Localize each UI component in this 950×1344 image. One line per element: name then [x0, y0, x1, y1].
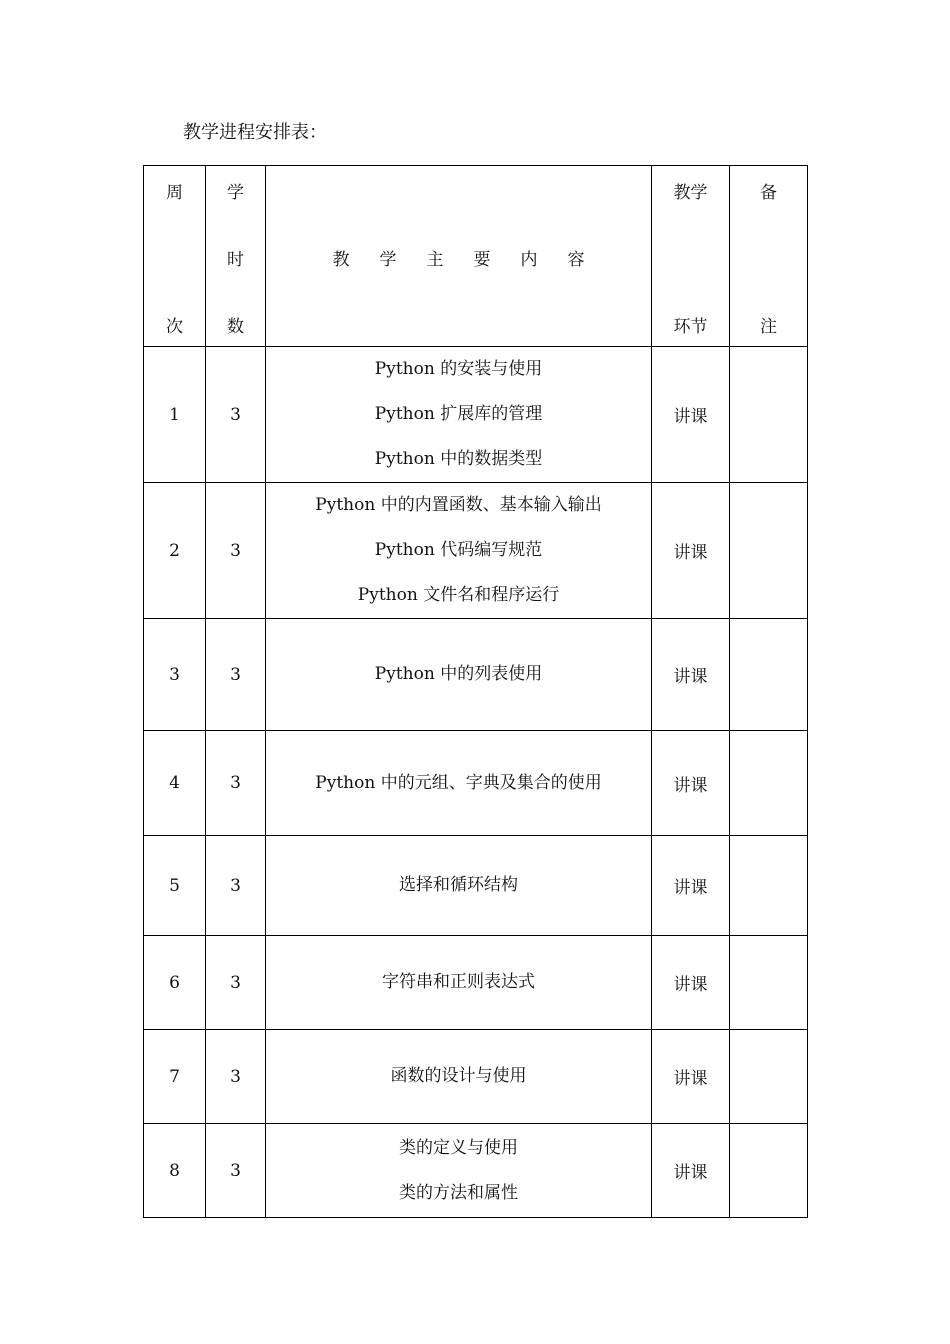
header-remark	[730, 166, 808, 347]
hours-cell: 3	[206, 731, 266, 836]
hours-cell: 3	[206, 836, 266, 936]
content-line: 函数的设计与使用	[390, 1066, 527, 1086]
remark-cell	[730, 836, 808, 936]
content-line: Python 中的数据类型	[374, 449, 543, 469]
hours-cell: 3	[206, 936, 266, 1030]
week-cell: 8	[144, 1124, 206, 1218]
segment-cell: 讲课	[652, 936, 730, 1030]
table-row	[144, 1124, 808, 1218]
header-segment	[652, 166, 730, 347]
segment-cell: 讲课	[652, 619, 730, 731]
table-row	[144, 483, 808, 619]
segment-cell: 讲课	[652, 836, 730, 936]
table-row	[144, 347, 808, 483]
content-line: 选择和循环结构	[399, 875, 518, 895]
content-cell	[266, 619, 652, 731]
hours-cell: 3	[206, 1030, 266, 1124]
week-cell: 4	[144, 731, 206, 836]
remark-cell	[730, 619, 808, 731]
content-line: Python 中的列表使用	[374, 664, 543, 684]
week-cell: 1	[144, 347, 206, 483]
header-week-bottom: 次	[166, 317, 183, 337]
content-line: Python 扩展库的管理	[374, 404, 543, 424]
content-cell	[266, 483, 652, 619]
header-week-top: 周	[166, 183, 183, 203]
content-cell	[266, 347, 652, 483]
content-line: Python 的安装与使用	[374, 359, 543, 379]
remark-cell	[730, 731, 808, 836]
header-hours	[206, 166, 266, 347]
remark-cell	[730, 936, 808, 1030]
content-line: Python 文件名和程序运行	[357, 585, 560, 605]
segment-cell: 讲课	[652, 1124, 730, 1218]
content-line: Python 中的内置函数、基本输入输出	[315, 495, 602, 515]
week-cell: 5	[144, 836, 206, 936]
content-line: 字符串和正则表达式	[382, 972, 535, 992]
segment-cell: 讲课	[652, 347, 730, 483]
header-row	[144, 166, 808, 347]
teaching-schedule-table	[143, 165, 808, 1218]
header-week	[144, 166, 206, 347]
remark-cell	[730, 1030, 808, 1124]
document-title: 教学进程安排表：	[183, 122, 327, 143]
remark-cell	[730, 1124, 808, 1218]
header-segment-bottom: 环节	[673, 317, 708, 337]
content-cell	[266, 1030, 652, 1124]
content-line: 类的定义与使用	[399, 1137, 518, 1158]
hours-cell: 3	[206, 347, 266, 483]
week-cell: 7	[144, 1030, 206, 1124]
table-row	[144, 619, 808, 731]
header-content	[266, 166, 652, 347]
table-row	[144, 731, 808, 836]
hours-cell: 3	[206, 619, 266, 731]
week-cell: 6	[144, 936, 206, 1030]
header-hours-top: 学	[227, 183, 244, 203]
table-row	[144, 1030, 808, 1124]
week-cell: 2	[144, 483, 206, 619]
content-cell	[266, 936, 652, 1030]
header-remark-bottom: 注	[760, 317, 777, 337]
header-hours-bottom: 数	[227, 317, 244, 337]
header-hours-mid: 时	[227, 250, 244, 270]
content-cell	[266, 1124, 652, 1218]
content-line: 类的方法和属性	[399, 1182, 518, 1203]
segment-cell: 讲课	[652, 731, 730, 836]
remark-cell	[730, 483, 808, 619]
hours-cell: 3	[206, 1124, 266, 1218]
hours-cell: 3	[206, 483, 266, 619]
content-cell	[266, 731, 652, 836]
content-line: Python 中的元组、字典及集合的使用	[315, 772, 602, 793]
segment-cell: 讲课	[652, 1030, 730, 1124]
header-segment-top: 教学	[673, 183, 708, 203]
header-remark-top: 备	[760, 183, 777, 203]
content-cell	[266, 836, 652, 936]
remark-cell	[730, 347, 808, 483]
segment-cell: 讲课	[652, 483, 730, 619]
table-row	[144, 836, 808, 936]
table-row	[144, 936, 808, 1030]
header-content-label: 教学主要内容	[332, 250, 615, 270]
week-cell: 3	[144, 619, 206, 731]
content-line: Python 代码编写规范	[374, 540, 543, 560]
